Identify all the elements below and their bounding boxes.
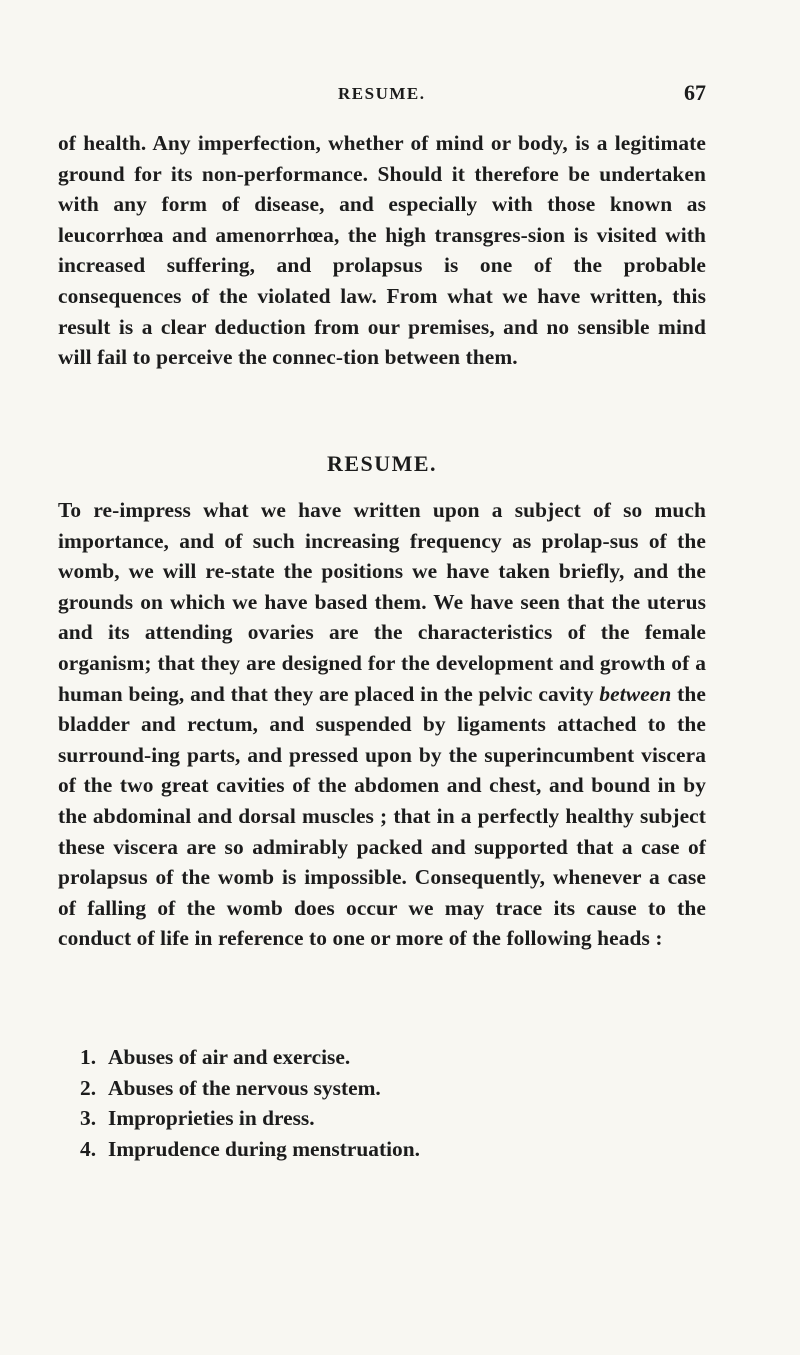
list-item-text: Abuses of the nervous system. bbox=[108, 1075, 381, 1100]
section-heading: RESUME. bbox=[326, 451, 438, 476]
list-item-number: 3. bbox=[80, 1106, 97, 1131]
list-item bbox=[80, 1103, 420, 1134]
list-item-text: Improprieties in dress. bbox=[108, 1106, 315, 1131]
running-title: RESUME. bbox=[338, 84, 426, 103]
list-item-text: Abuses of air and exercise. bbox=[108, 1045, 351, 1069]
heads-list bbox=[80, 1042, 420, 1164]
paragraph-1: of health. Any imperfection, whether of mind or body, is a legitimate ground for its non-performance. Should it therefore be undertaken with any form of disease, and especially with those known as leucorrhœa and amenorrhœa, the high transgres-sion is visited with increased suffering, and prolapsus is one of the probable consequences of the violated law. From what we have written, this result is a clear deduction from our premises, and no sensible mind will fail to perceive the connec-tion between them. bbox=[58, 131, 706, 370]
list-item-number: 1. bbox=[80, 1045, 97, 1069]
list-item bbox=[80, 1042, 420, 1073]
list-item-number: 4. bbox=[80, 1136, 97, 1161]
list-item bbox=[80, 1134, 420, 1165]
list-item-text: Imprudence during menstruation. bbox=[108, 1136, 420, 1161]
paragraph-2-part-1: To re-impress what we have written upon a subject of so much importance, and of such increasing frequency as prolap-sus of the womb, we will re-state the positions we have taken briefly, and the grounds on which we have based them. We have seen that the uterus and its attending ovaries are the characteristics of the female organism; that they are designed for the development and growth of a human being, and that they are placed in the pelvic cavity bbox=[58, 498, 706, 706]
paragraph-2-emphasis: between bbox=[599, 681, 672, 706]
list-item-number: 2. bbox=[80, 1075, 97, 1100]
paragraph-2 bbox=[58, 495, 706, 954]
page-number: 67 bbox=[684, 80, 706, 105]
running-head bbox=[58, 80, 706, 110]
paragraph-2-part-2: the bladder and rectum, and suspended by ligaments attached to the surround-ing parts, and pressed upon by the superincumbent viscera of the two great cavities of the abdomen and chest, and bound in by the abdominal and dorsal muscles ; that in a perfectly healthy subject these viscera are so admirably packed and supported that a case of prolapsus of the womb is impossible. Consequently, whenever a case of falling of the womb does occur we may trace its cause to the conduct of life in reference to one or more of the following heads : bbox=[58, 681, 706, 951]
list-item bbox=[80, 1073, 420, 1104]
